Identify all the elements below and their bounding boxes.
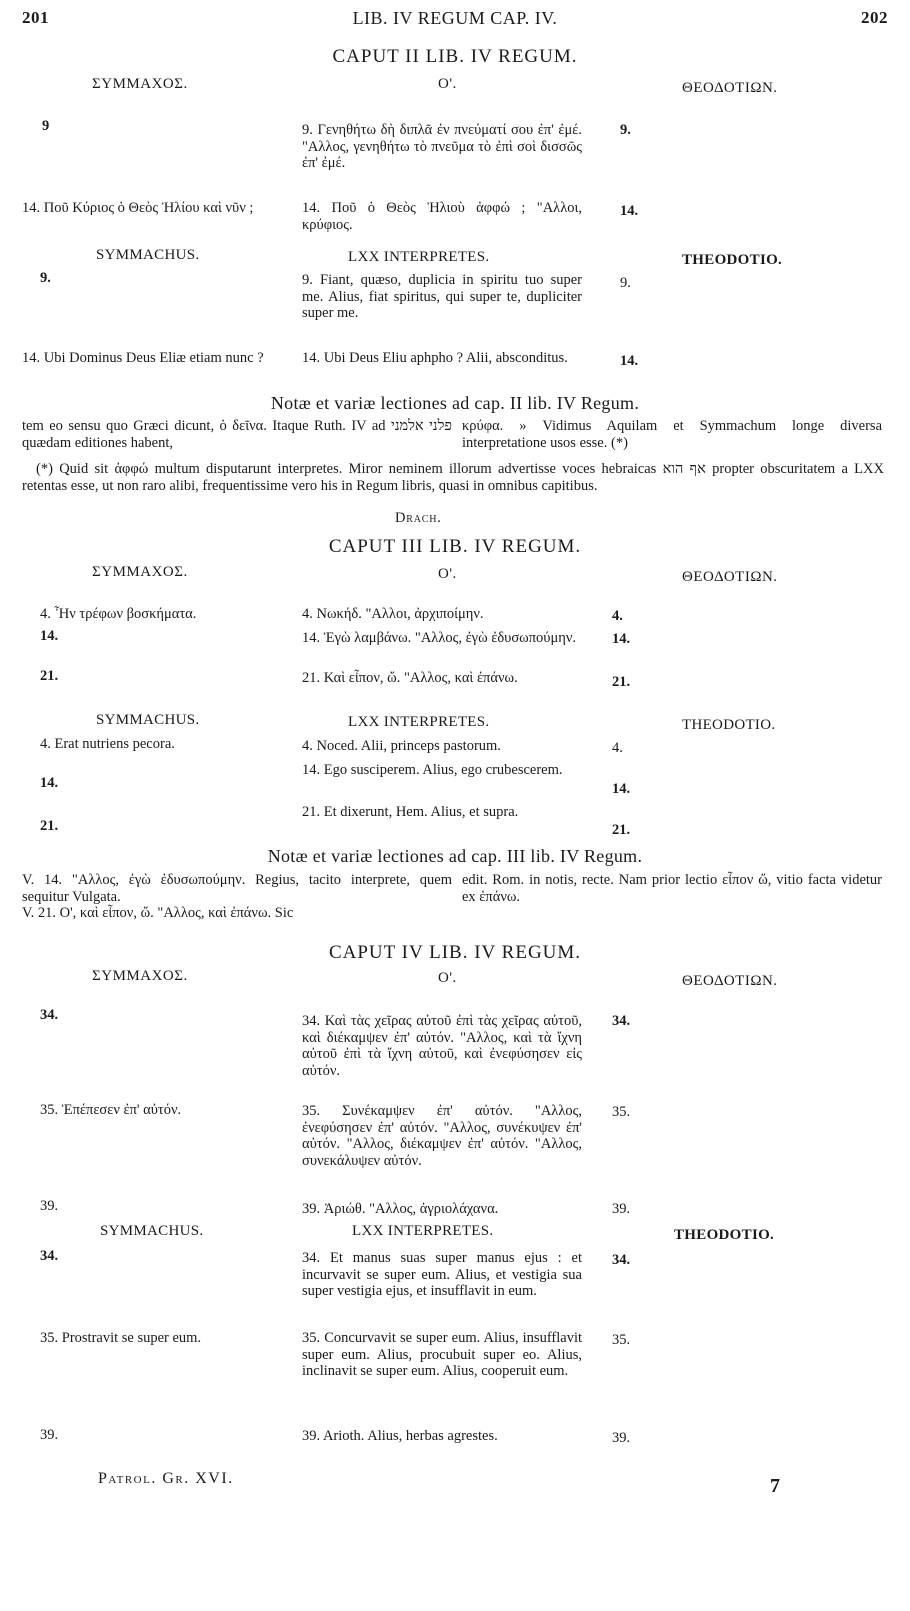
c3-g-row3-mid: 21. Καὶ εἶπον, ὤ. "Αλλος, καὶ ἐπάνω. [302, 670, 518, 686]
col-head-symmachus-latin: SYMMACHUS. [96, 247, 200, 263]
c2-g-row2-right: 14. [620, 203, 639, 219]
c4-l-row3-mid: 39. Arioth. Alius, herbas agrestes. [302, 1428, 498, 1444]
page-number-right: 202 [861, 8, 888, 27]
c4-l-row2-mid: 35. Concurvavit se super eum. Alius, insufflavit super eum. Alius, procubuit super eo. Alius, inclinavit se super eum. Alius, cooperuit eum. [302, 1330, 582, 1379]
c4-g-row2-right: 35. [612, 1104, 631, 1120]
c3-col-head-symmachus-latin: SYMMACHUS. [96, 712, 200, 728]
footer-series: Patrol. Gr. XVI. [98, 1470, 234, 1487]
col-head-lxx-latin: LXX INTERPRETES. [348, 249, 490, 265]
c4-l-row3-left: 39. [40, 1427, 59, 1443]
c2-notes-right: κρύφα. » Vidimus Aquilam et Symmachum longe diversa interpretatione usos esse. (*) [462, 418, 882, 451]
c4-g-row2-left: 35. Ἐπέπεσεν ἐπ' αὐτόν. [40, 1102, 182, 1118]
col-head-symmachus-greek: ΣΥΜΜΑΧΟΣ. [92, 76, 188, 92]
caput-4-title: CAPUT IV LIB. IV REGUM. [328, 942, 582, 963]
c4-col-head-lxx-latin: LXX INTERPRETES. [352, 1223, 494, 1239]
c4-g-row1-right: 34. [612, 1013, 631, 1029]
c4-l-row1-right: 34. [612, 1252, 631, 1268]
c2-l-row2-mid: 14. Ubi Deus Eliu aphpho ? Alii, absconditus. [302, 350, 568, 366]
c4-l-row2-left: 35. Prostravit se super eum. [40, 1330, 202, 1346]
c4-g-row1-left: 34. [40, 1007, 59, 1023]
c3-col-head-theodotio-latin: THEODOTIO. [682, 717, 776, 733]
caput-2-title: CAPUT II LIB. IV REGUM. [332, 46, 578, 67]
c4-g-row3-mid: 39. Ἀριώθ. "Αλλος, ἀγριολάχανα. [302, 1201, 499, 1217]
c3-l-row3-left: 21. [40, 818, 59, 834]
c2-l-row1-mid: 9. Fiant, quæso, duplicia in spiritu tuo super me. Alius, fiat spiritus, qui super te, dupliciter super me. [302, 272, 582, 321]
col-head-theodotio-latin: THEODOTIO. [682, 252, 783, 268]
c2-g-row1-left: 9 [42, 118, 50, 134]
c4-l-row1-mid: 34. Et manus suas super manus ejus : et incurvavit se super eum. Alius, et vestigia sua super vestigia ejus, et insufflavit in eum. [302, 1250, 582, 1299]
c2-l-row2-right: 14. [620, 353, 639, 369]
c2-l-row1-left: 9. [40, 270, 51, 286]
c2-g-row1-mid: 9. Γενηθήτω δὴ διπλᾶ ἐν πνεύματί σου ἐπ' ἐμέ. "Αλλος, γενηθήτω τὸ πνεῦμα τὸ ἐπὶ σοὶ δισσῶς ἐπ' ἐμέ. [302, 122, 582, 171]
c3-notes-left: V. 14. "Αλλος, ἐγὼ ἐδυσωπούμην. Regius, tacito interprete, quem sequitur Vulgata. V. 21. O', καὶ εἶπον, ὤ. "Αλλος, καὶ ἐπάνω. Sic [22, 872, 452, 921]
c3-g-row1-right: 4. [612, 608, 623, 624]
col-head-lxx-greek: O'. [438, 76, 457, 92]
c4-g-row3-left: 39. [40, 1198, 59, 1214]
c2-notes-footnote: (*) Quid sit ἀφφώ multum disputarunt interpretes. Miror neminem illorum advertisse voces hebraicas אף הוא propter obscuritatem a LXX retentas esse, ut non raro alibi, frequentissime vero his in Regum libris, quasi in omnibus capitibus. [22, 461, 884, 494]
c4-g-row1-mid: 34. Καὶ τὰς χεῖρας αὐτοῦ ἐπὶ τὰς χεῖρας αὐτοῦ, καὶ διέκαμψεν ἐπ' αὐτόν. "Αλλος, καὶ τὰ ἴχνη αὐτοῦ ἐπὶ τὰ ἴχνη αὐτοῦ, καὶ ἐνεφύσησεν εἰς αὐτόν. [302, 1013, 582, 1079]
c3-col-head-lxx-greek: O'. [438, 566, 457, 582]
c2-g-row1-right: 9. [620, 122, 631, 138]
c2-notes-title: Notæ et variæ lectiones ad cap. II lib. IV Regum. [270, 393, 640, 413]
c4-col-head-theodotion-greek: ΘΕΟΔΟΤΙΩΝ. [682, 973, 778, 989]
c3-g-row1-left: 4. Ἦν τρέφων βοσκήματα. [40, 606, 197, 622]
c3-g-row2-right: 14. [612, 631, 631, 647]
c2-l-row2-left: 14. Ubi Dominus Deus Eliæ etiam nunc ? [22, 350, 264, 366]
c3-g-row2-mid: 14. Ἐγὼ λαμβάνω. "Αλλος, ἐγὼ ἐδυσωπούμην. [302, 630, 577, 646]
c3-l-row1-mid: 4. Noced. Alii, princeps pastorum. [302, 738, 501, 754]
c4-col-head-theodotio-latin: THEODOTIO. [674, 1227, 775, 1243]
c4-l-row3-right: 39. [612, 1430, 631, 1446]
c3-g-row3-right: 21. [612, 674, 631, 690]
caput-3-title: CAPUT III LIB. IV REGUM. [328, 536, 582, 557]
c3-l-row1-right: 4. [612, 740, 623, 756]
c3-col-head-theodotion-greek: ΘΕΟΔΟΤΙΩΝ. [682, 569, 778, 585]
c4-g-row3-right: 39. [612, 1201, 631, 1217]
c4-l-row2-right: 35. [612, 1332, 631, 1348]
c2-g-row2-mid: 14. Ποῦ ὁ Θεὸς Ἠλιοὺ ἀφφώ ; "Αλλοι, κρύφιος. [302, 200, 582, 233]
running-head: LIB. IV REGUM CAP. IV. [352, 8, 558, 28]
col-head-theodotion-greek: ΘΕΟΔΟΤΙΩΝ. [682, 80, 778, 96]
c2-g-row2-left: 14. Ποῦ Κύριος ὁ Θεὸς Ἠλίου καὶ νῦν ; [22, 200, 254, 216]
c4-g-row2-mid: 35. Συνέκαμψεν ἐπ' αὐτόν. "Αλλος, ἐνεφύσησεν ἐπ' αὐτόν. "Αλλος, συνέκυψεν ἐπ' αὐτόν. "Αλλος, διέκαμψεν ἐπ' αὐτόν. "Αλλος, συνεκάλυψεν αὐτόν. [302, 1103, 582, 1169]
c3-g-row1-mid: 4. Νωκήδ. "Αλλοι, ἀρχιποίμην. [302, 606, 484, 622]
c3-col-head-symmachus-greek: ΣΥΜΜΑΧΟΣ. [92, 564, 188, 580]
footer-signature-mark: 7 [770, 1475, 780, 1497]
c3-col-head-lxx-latin: LXX INTERPRETES. [348, 714, 490, 730]
c4-col-head-symmachus-greek: ΣΥΜΜΑΧΟΣ. [92, 968, 188, 984]
page-number-left: 201 [22, 8, 49, 27]
c3-l-row2-left: 14. [40, 775, 59, 791]
c3-l-row2-right: 14. [612, 781, 631, 797]
c3-l-row1-left: 4. Erat nutriens pecora. [40, 736, 175, 752]
c3-notes-right: edit. Rom. in notis, recte. Nam prior lectio εἶπον ὤ, vitio facta videtur ex ἐπάνω. [462, 872, 882, 905]
c4-col-head-lxx-greek: O'. [438, 970, 457, 986]
c3-l-row3-mid: 21. Et dixerunt, Hem. Alius, et supra. [302, 804, 519, 820]
c4-col-head-symmachus-latin: SYMMACHUS. [100, 1223, 204, 1239]
c2-notes-left: tem eo sensu quo Græci dicunt, ὁ δεῖνα. Itaque Ruth. IV ad פלני אלמני quædam editiones habent, [22, 418, 452, 451]
c4-l-row1-left: 34. [40, 1248, 59, 1264]
c2-l-row1-right: 9. [620, 275, 631, 291]
c3-g-row3-left: 21. [40, 668, 59, 684]
c3-l-row3-right: 21. [612, 822, 631, 838]
c2-notes-signature: Drach. [395, 510, 442, 526]
c3-g-row2-left: 14. [40, 628, 59, 644]
c3-notes-title: Notæ et variæ lectiones ad cap. III lib. IV Regum. [267, 846, 643, 866]
c3-l-row2-mid: 14. Ego susciperem. Alius, ego crubescerem. [302, 762, 563, 778]
